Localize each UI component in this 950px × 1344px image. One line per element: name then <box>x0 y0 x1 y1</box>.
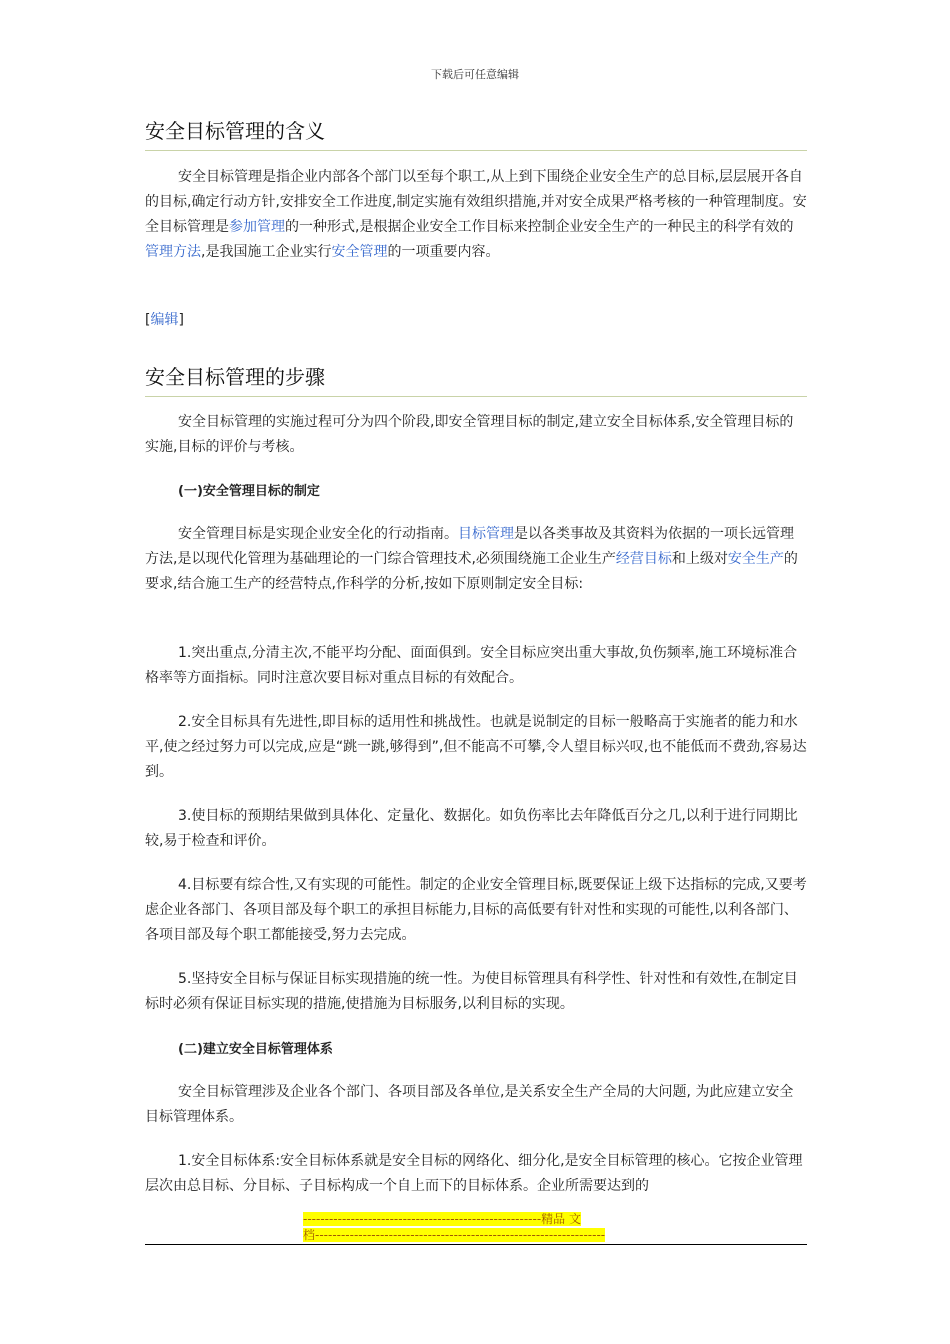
link-goal-management[interactable]: 目标管理 <box>458 526 514 542</box>
link-participate-management[interactable]: 参加管理 <box>229 219 285 235</box>
list-item-system-1: 1.安全目标体系:安全目标体系就是安全目标的网络化、细分化,是安全目标管理的核心。它按企业管理层次由总目标、分目标、子目标构成一个自上而下的目标体系。企业所需要达到的 <box>145 1153 803 1194</box>
list-item-4: 4.目标要有综合性,又有实现的可能性。制定的企业安全管理目标,既要保证上级下达指标的完成,又要考虑企业各部门、各项目部及每个职工的承担目标能力,目标的高低要有针对性和实现的可能性,以利各部门、各项目部及每个职工都能接受,努力去完成。 <box>145 877 807 943</box>
bracket-open: [ <box>145 312 151 328</box>
paragraph-steps-intro: 安全目标管理的实施过程可分为四个阶段,即安全管理目标的制定,建立安全目标体系,安全管理目标的实施,目标的评价与考核。 <box>145 414 794 455</box>
text: 的要求,结合施工生产的经营特点,作科学的分析,按如下原则制定安全目标: <box>145 551 798 592</box>
link-business-goal[interactable]: 经营目标 <box>615 551 672 567</box>
section-title-steps: 安全目标管理的步骤 <box>145 361 807 397</box>
link-management-method[interactable]: 管理方法 <box>145 244 201 260</box>
link-safety-production[interactable]: 安全生产 <box>727 551 784 567</box>
text: 安全目标管理是指企业内部各个部门以至每个职工,从上到下围绕企业安全生产的总目标,层层展开各自的目标,确定行动方针,安排安全工作进度,制定实施有效组织措施,并对安全成果严格考核的一种管理制度。安全目标管理是 <box>145 169 807 235</box>
paragraph-meaning <box>145 165 807 265</box>
subheading-system: (二)建立安全目标管理体系 <box>178 1042 333 1057</box>
header-note: 下载后可任意编辑 <box>431 68 519 81</box>
text: 是以各类事故及其资料为依据的一项长远管理方法,是以现代化管理为基础理论的一门综合管理技术,必须围绕施工企业生产 <box>145 526 794 567</box>
text: 的一种形式,是根据企业安全工作目标来控制企业安全生产的一种民主的科学有效的 <box>285 219 794 235</box>
list-item-1: 1.突出重点,分清主次,不能平均分配、面面俱到。安全目标应突出重大事故,负伤频率,施工环境标准合格率等方面指标。同时注意次要目标对重点目标的有效配合。 <box>145 645 798 686</box>
list-item-5: 5.坚持安全目标与保证目标实现措施的统一性。为使目标管理具有科学性、针对性和有效性,在制定目标时必须有保证目标实现的措施,使措施为目标服务,以利目标的实现。 <box>145 971 798 1012</box>
list-item-3: 3.使目标的预期结果做到具体化、定量化、数据化。如负伤率比去年降低百分之几,以利于进行同期比较,易于检查和评价。 <box>145 808 798 849</box>
footer-line-1: -------------------------------------------------------精品 文 <box>303 1212 581 1226</box>
footer-rule <box>145 1244 807 1245</box>
text: 安全管理目标是实现企业安全化的行动指南。 <box>178 526 458 542</box>
edit-link-wrapper <box>145 308 184 333</box>
text: 和上级对 <box>671 551 728 567</box>
bracket-close: ] <box>178 312 184 328</box>
section-title-meaning: 安全目标管理的含义 <box>145 115 807 151</box>
text: 的一项重要内容。 <box>387 244 500 260</box>
list-item-2: 2.安全目标具有先进性,即目标的适用性和挑战性。也就是说制定的目标一般略高于实施者的能力和水平,使之经过努力可以完成,应是“跳一跳,够得到”,但不能高不可攀,令人望目标兴叹,也不能低而不费劲,容易达到。 <box>145 714 807 780</box>
paragraph-goal-setting <box>145 522 807 597</box>
edit-link[interactable]: 编辑 <box>150 312 179 328</box>
footer-watermark <box>303 1211 648 1243</box>
subheading-goal-setting: (一)安全管理目标的制定 <box>178 484 320 499</box>
footer-line-2: 档------------------------------------------------------------------- <box>303 1228 606 1242</box>
text: ,是我国施工企业实行 <box>201 244 332 260</box>
link-safety-management[interactable]: 安全管理 <box>331 244 388 260</box>
paragraph-system: 安全目标管理涉及企业各个部门、各项目部及各单位,是关系安全生产全局的大问题, 为此应建立安全目标管理体系。 <box>145 1084 794 1125</box>
